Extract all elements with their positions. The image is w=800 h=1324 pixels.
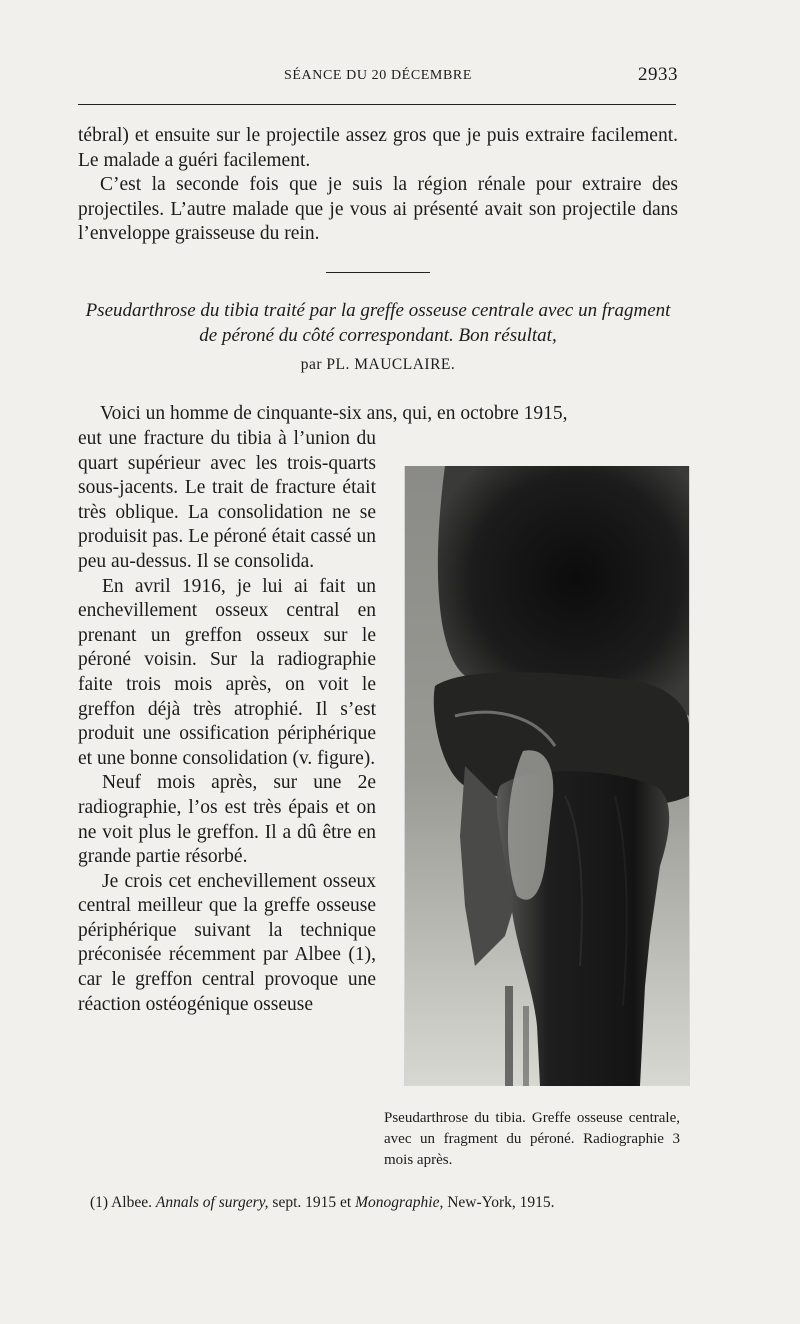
section-separator bbox=[326, 272, 430, 273]
article-title: Pseudarthrose du tibia traité par la greffe osseuse centrale avec un fragment de péroné du côté correspondant. Bon résultat, bbox=[85, 300, 671, 346]
intro-paragraph-2: C’est la seconde fois que je suis la région rénale pour extraire des projectiles. L’autre malade que je vous ai présenté avait son projectile dans l’enveloppe graisseuse du rein. bbox=[78, 174, 678, 244]
article-paragraph-2: En avril 1916, je lui ai fait un enchevillement osseux central en prenant un greffon osseux sur le péroné voisin. Sur la radiographie faite trois mois après, on voit le greffon déjà très atrophié. Il s’est produit une ossification périphérique et une bonne consolidation (v. figure). bbox=[78, 575, 376, 769]
radiograph-image bbox=[405, 466, 689, 1086]
article-author: par PL. MAUCLAIRE. bbox=[300, 356, 456, 373]
footnote-place: New-York, 1915. bbox=[447, 1194, 555, 1211]
header-rule bbox=[78, 104, 676, 105]
article-paragraph-3: Neuf mois après, sur une 2e radiographie, l’os est très épais et on ne voit plus le greffon. Il a dû être en grande partie résorbé. bbox=[78, 772, 376, 868]
article-paragraph-1: eut une fracture du tibia à l’union du quart supérieur avec les trois-quarts sous-jacents. Le trait de fracture était très oblique. La consolidation ne se produisit pas. Le péroné était cassé un peu au-dessus. Il se consolida. bbox=[78, 428, 376, 572]
radiograph-figure bbox=[404, 466, 690, 1086]
footnote-journal: Annals of surgery, bbox=[155, 1194, 269, 1211]
footnote bbox=[90, 1192, 680, 1214]
footnote-date: sept. 1915 et bbox=[272, 1194, 352, 1211]
intro-paragraph-1: tébral) et ensuite sur le projectile assez gros que je puis extraire facilement. Le malade a guéri facilement. bbox=[78, 125, 678, 171]
article-first-line: Voici un homme de cinquante-six ans, qui, en octobre 1915, bbox=[100, 403, 568, 424]
page-number: 2933 bbox=[638, 64, 678, 85]
article-column bbox=[78, 427, 376, 1017]
running-head bbox=[78, 64, 678, 88]
footnote-work: Monographie, bbox=[355, 1194, 444, 1211]
figure-caption: Pseudarthrose du tibia. Greffe osseuse centrale, avec un fragment du péroné. Radiographie 3 mois après. bbox=[384, 1110, 680, 1168]
footnote-mark: (1) Albee. bbox=[90, 1194, 152, 1211]
running-title: SÉANCE DU 20 DÉCEMBRE bbox=[284, 68, 472, 83]
article-paragraph-4: Je crois cet enchevillement osseux central meilleur que la greffe osseuse périphérique suivant la technique préconisée récemment par Albee (1), car le greffon central provoque une réaction ostéogénique osseuse bbox=[78, 870, 376, 1015]
